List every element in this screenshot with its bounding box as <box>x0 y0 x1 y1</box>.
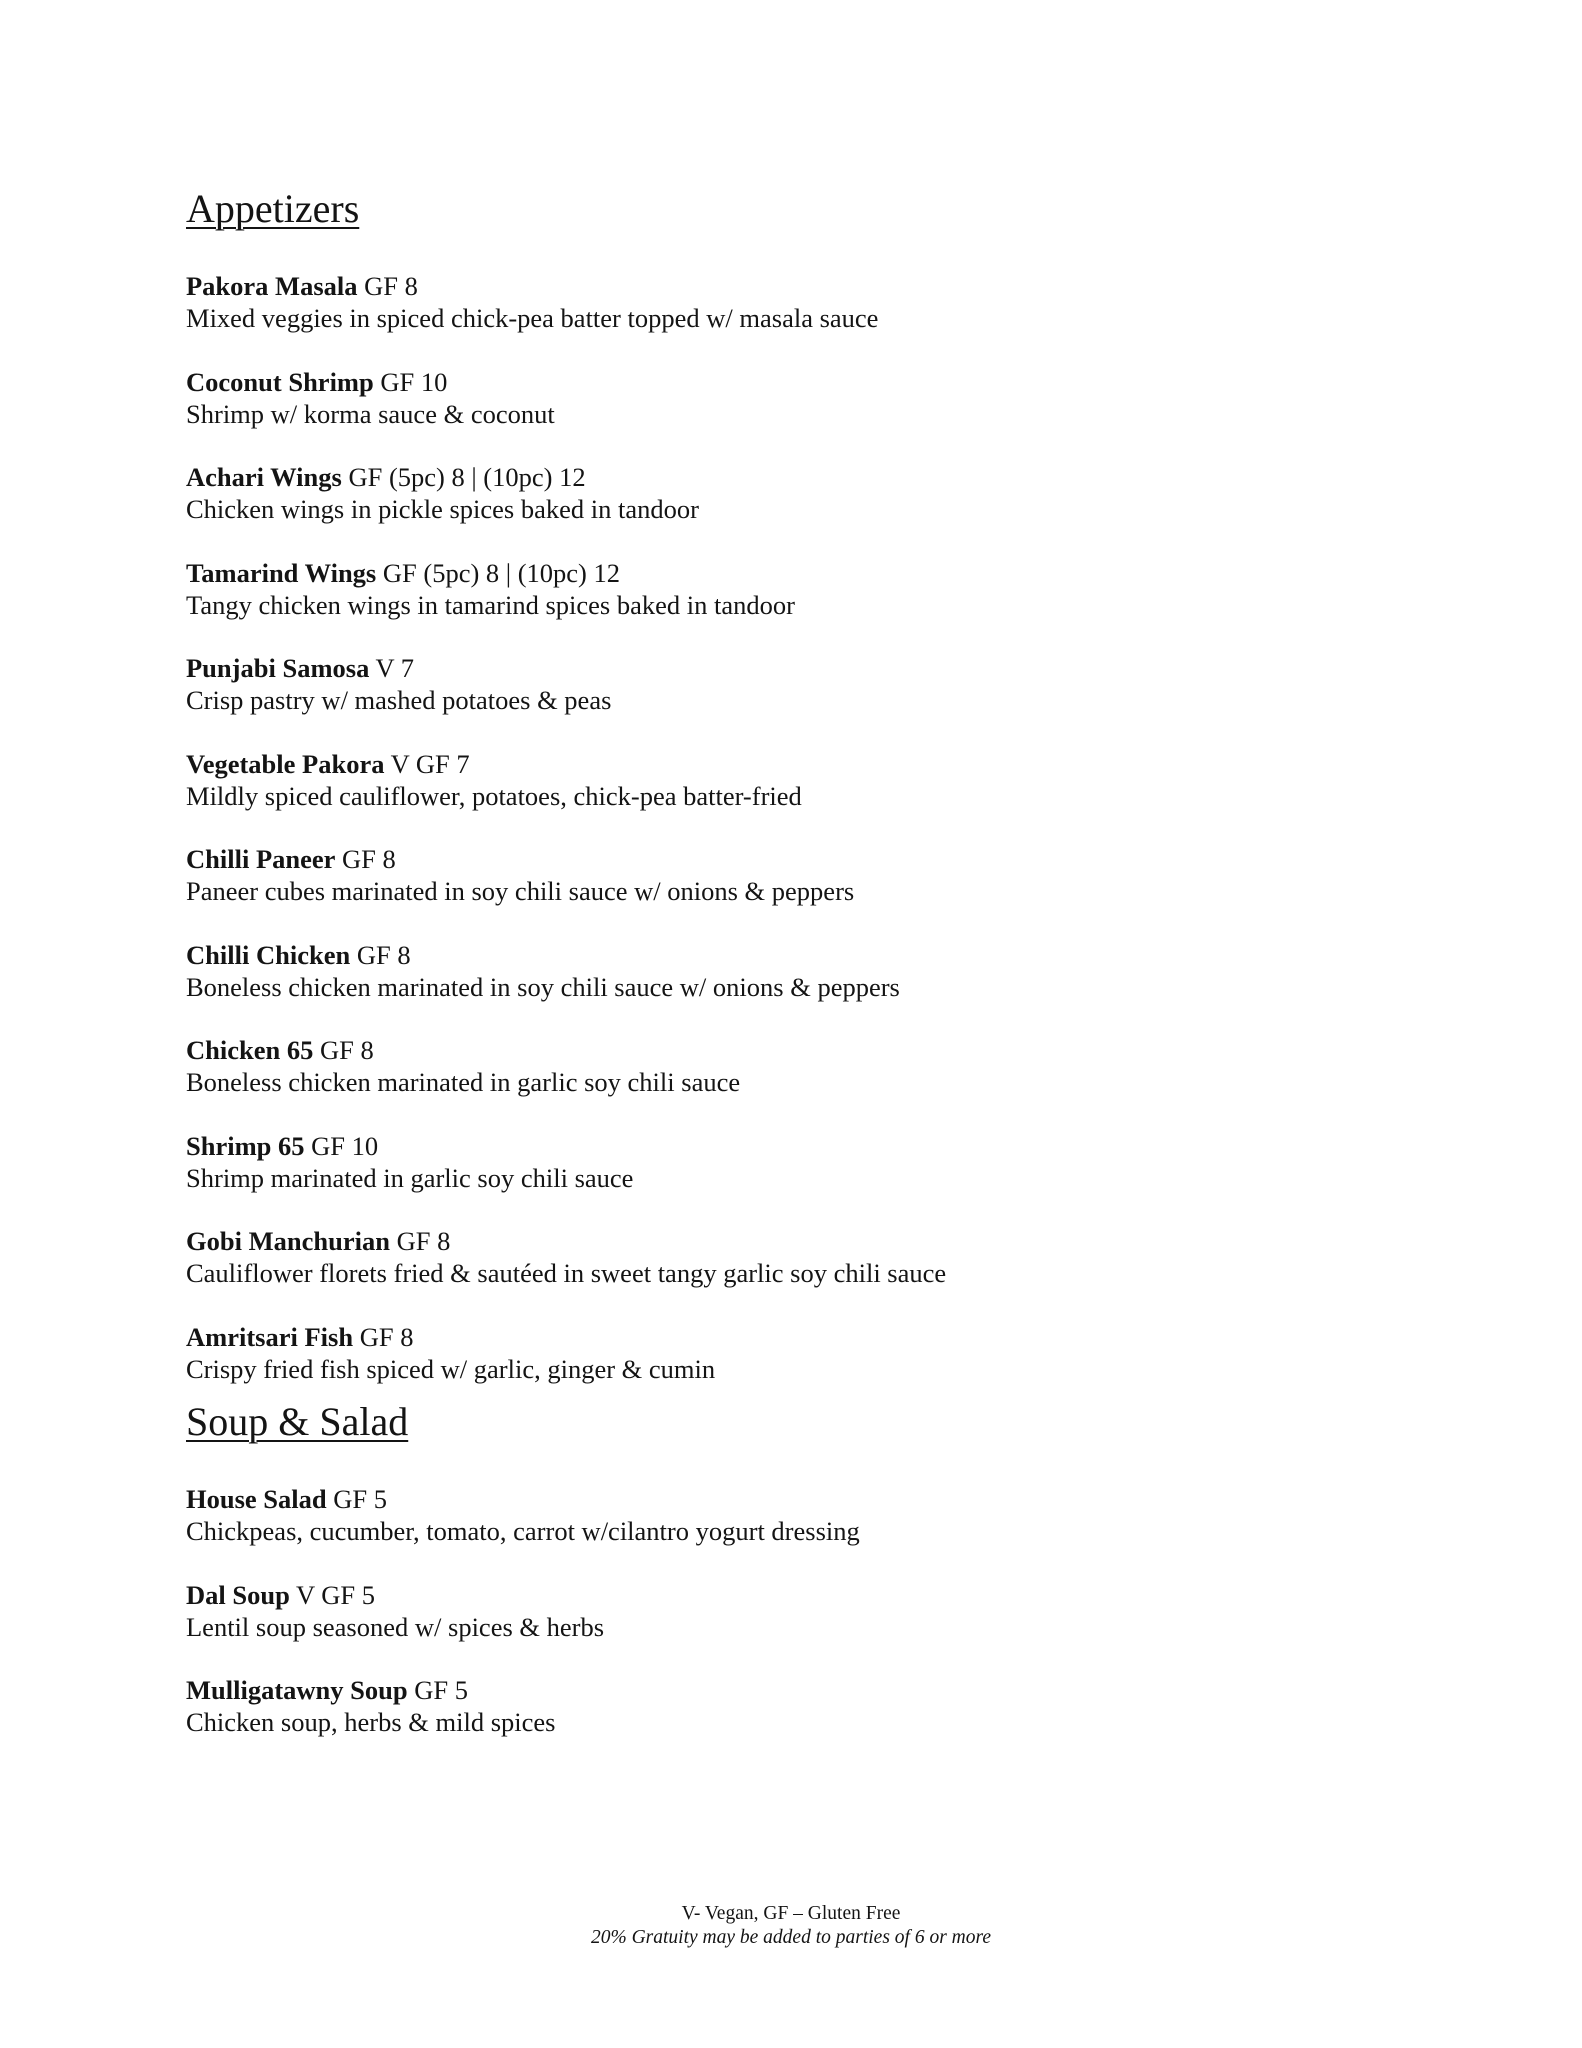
menu-item-heading <box>186 843 1386 875</box>
menu-item-name: Chicken 65 <box>186 1035 314 1065</box>
menu-item <box>186 1034 1386 1130</box>
menu-item-description: Chickpeas, cucumber, tomato, carrot w/cilantro yogurt dressing <box>186 1516 860 1546</box>
menu-item-name: Tamarind Wings <box>186 557 377 588</box>
menu-content <box>186 182 1386 1770</box>
menu-item-description: Boneless chicken marinated in garlic soy chili sauce <box>186 1067 741 1097</box>
gratuity-note: 20% Gratuity may be added to parties of 6 or more <box>590 1927 992 1948</box>
menu-item-description: Boneless chicken marinated in soy chili sauce w/ onions & peppers <box>186 971 900 1002</box>
appetizers-list <box>186 270 1386 1416</box>
menu-item-name: Achari Wings <box>186 462 342 492</box>
menu-item-tags-price: V GF 5 <box>296 1579 376 1610</box>
soup-salad-list <box>186 1483 1386 1770</box>
menu-item-name: Mulligatawny Soup <box>186 1675 408 1705</box>
menu-item-tags-price: GF 10 <box>380 366 448 397</box>
menu-item-heading <box>186 1321 1386 1353</box>
menu-item <box>186 843 1386 939</box>
menu-item-description: Crisp pastry w/ mashed potatoes & peas <box>186 685 612 715</box>
menu-item <box>186 366 1386 462</box>
menu-item-heading <box>186 557 1386 589</box>
menu-item-heading <box>186 748 1386 780</box>
menu-item-tags-price: V GF 7 <box>390 748 470 779</box>
menu-item-heading <box>186 1483 1386 1515</box>
menu-item-description: Paneer cubes marinated in soy chili sauce w/ onions & peppers <box>186 876 855 906</box>
menu-item-tags-price: GF 10 <box>311 1130 379 1161</box>
menu-item-description: Shrimp w/ korma sauce & coconut <box>186 398 555 429</box>
menu-item-heading <box>186 939 1386 971</box>
menu-item-description: Chicken soup, herbs & mild spices <box>186 1707 556 1737</box>
menu-item-tags-price: GF 8 <box>320 1035 374 1065</box>
menu-item <box>186 939 1386 1035</box>
menu-item-heading <box>186 461 1386 493</box>
menu-item-heading <box>186 652 1386 684</box>
menu-item <box>186 1483 1386 1579</box>
menu-item <box>186 557 1386 653</box>
menu-item-name: Punjabi Samosa <box>186 653 370 683</box>
menu-item <box>186 1130 1386 1226</box>
menu-item-tags-price: GF 8 <box>359 1321 414 1352</box>
menu-item <box>186 1225 1386 1321</box>
menu-item-name: Pakora Masala <box>186 271 358 301</box>
menu-item <box>186 461 1386 557</box>
menu-item <box>186 1579 1386 1675</box>
menu-item-name: House Salad <box>186 1484 327 1514</box>
menu-item-tags-price: V 7 <box>375 653 415 683</box>
menu-item-heading <box>186 1674 1386 1706</box>
menu-item-tags-price: GF 8 <box>396 1226 451 1256</box>
menu-item-name: Chilli Chicken <box>186 939 351 970</box>
menu-item-tags-price: GF 5 <box>414 1675 469 1705</box>
menu-item-description: Lentil soup seasoned w/ spices & herbs <box>186 1611 605 1642</box>
menu-item-name: Chilli Paneer <box>186 844 336 874</box>
menu-item <box>186 652 1386 748</box>
menu-item-description: Chicken wings in pickle spices baked in tandoor <box>186 494 699 524</box>
menu-item-name: Dal Soup <box>186 1579 290 1610</box>
menu-item-name: Gobi Manchurian <box>186 1226 390 1256</box>
menu-item-tags-price: GF (5pc) 8 | (10pc) 12 <box>348 462 586 492</box>
menu-item-tags-price: GF (5pc) 8 | (10pc) 12 <box>382 557 621 588</box>
menu-item-heading <box>186 270 1386 302</box>
menu-item-heading <box>186 1225 1386 1257</box>
menu-item-heading <box>186 366 1386 398</box>
menu-item-description: Tangy chicken wings in tamarind spices baked in tandoor <box>186 589 795 620</box>
appetizers-section <box>186 182 1386 1416</box>
menu-item-heading <box>186 1130 1386 1162</box>
section-title-appetizers: Appetizers <box>186 186 360 231</box>
menu-item <box>186 1674 1386 1770</box>
menu-item <box>186 270 1386 366</box>
menu-item-heading <box>186 1579 1386 1611</box>
menu-item-description: Crispy fried fish spiced w/ garlic, ginger & cumin <box>186 1353 716 1384</box>
menu-item-description: Shrimp marinated in garlic soy chili sauce <box>186 1162 634 1193</box>
menu-item-name: Amritsari Fish <box>186 1321 354 1352</box>
menu-item-description: Mildly spiced cauliflower, potatoes, chick-pea batter-fried <box>186 780 802 811</box>
menu-footer <box>0 1902 1582 1950</box>
soup-salad-section <box>186 1395 1386 1770</box>
section-title-soup-salad: Soup & Salad <box>186 1399 409 1444</box>
menu-item-description: Mixed veggies in spiced chick-pea batter topped w/ masala sauce <box>186 303 879 333</box>
menu-item-tags-price: GF 8 <box>364 271 418 301</box>
dietary-legend: V- Vegan, GF – Gluten Free <box>681 1903 901 1924</box>
menu-item-description: Cauliflower florets fried & sautéed in sweet tangy garlic soy chili sauce <box>186 1258 947 1288</box>
menu-item-tags-price: GF 5 <box>333 1484 388 1514</box>
menu-item-heading <box>186 1034 1386 1066</box>
menu-item-name: Shrimp 65 <box>186 1130 305 1161</box>
menu-item-name: Vegetable Pakora <box>186 748 385 779</box>
menu-item-name: Coconut Shrimp <box>186 366 374 397</box>
menu-item-tags-price: GF 8 <box>356 939 411 970</box>
menu-item-tags-price: GF 8 <box>342 844 396 874</box>
menu-item <box>186 748 1386 844</box>
